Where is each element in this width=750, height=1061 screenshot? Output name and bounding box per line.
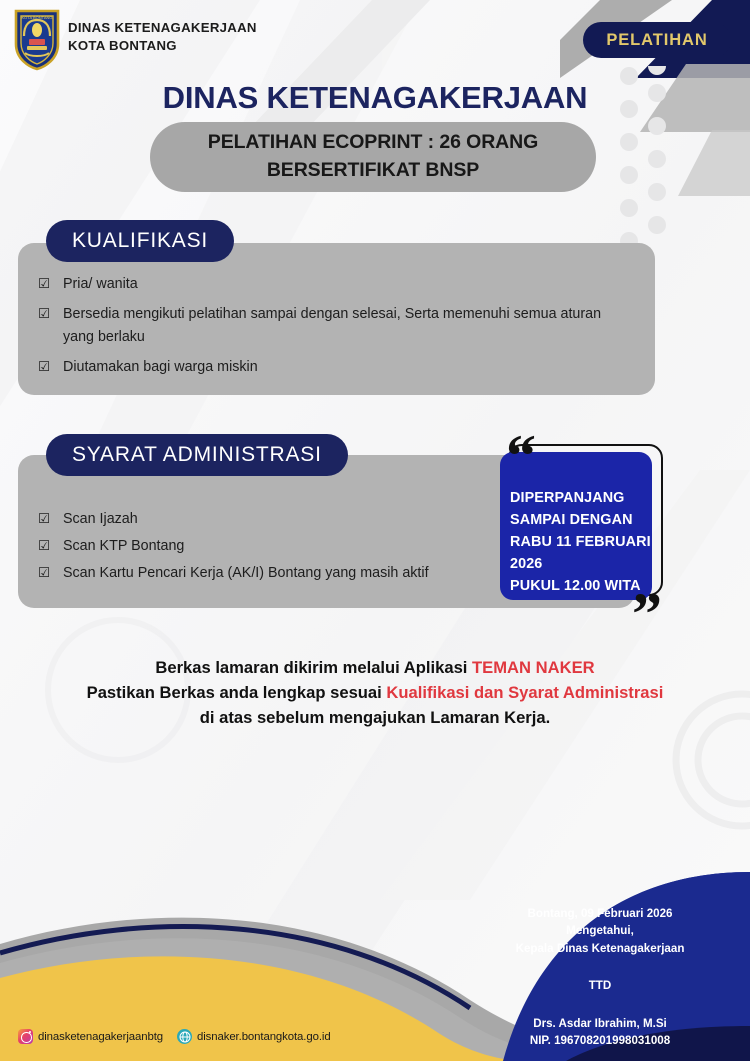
list-item-label: Scan KTP Bontang [63,538,185,555]
signature-spacer-2 [455,995,745,1015]
check-circle-icon: ☑ [38,511,51,526]
social-bar [18,1029,345,1044]
signature-block [455,905,745,1049]
section-heading-label: KUALIFIKASI [72,229,209,252]
social-website[interactable] [177,1029,331,1044]
org-line-1: DINAS KETENAGAKERJAAN [68,20,257,35]
city-emblem-icon [12,8,62,72]
instagram-handle: dinasketenagakerjaanbtg [38,1030,163,1043]
signature-place-date: Bontang, 09 Februari 2026 [527,907,673,920]
deadline-line-3: RABU 11 FEBRUARI 2026 [510,533,651,572]
list-syarat-administrasi [38,508,518,589]
page-title: DINAS KETENAGAKERJAAN [162,80,588,115]
instruction-line-2-highlight: Kualifikasi dan Syarat Administrasi [386,683,664,703]
subtitle-line-2: BERSERTIFIKAT BNSP [266,159,480,181]
list-item [38,273,628,296]
instruction-line-1 [0,655,750,680]
signature-nip: NIP. 196708201998031008 [529,1033,671,1047]
deadline-line-1: DIPERPANJANG [510,490,625,506]
check-circle-icon: ☑ [38,306,51,322]
org-line-2: KOTA BONTANG [68,38,177,54]
list-item-label: Diutamakan bagi warga miskin [63,359,258,376]
section-heading-syarat-administrasi [46,434,348,476]
instructions-block [0,655,750,731]
quote-open-icon: “ [506,423,536,489]
section-heading-kualifikasi [46,220,234,262]
instruction-line-2-text: Pastikan Berkas anda lengkap sesuai [86,683,387,703]
list-item [38,303,628,349]
instruction-line-1-highlight: TEMAN NAKER [472,658,595,677]
check-circle-icon: ☑ [38,276,51,291]
signature-ttd: TTD [588,979,612,993]
list-item-label: Bersedia mengikuti pelatihan sampai dengan selesai, Serta memenuhi semua aturan yang berlaku [63,306,602,346]
list-item-label: Scan Kartu Pencari Kerja (AK/I) Bontang yang masih aktif [63,565,429,582]
subtitle-line-1: PELATIHAN ECOPRINT : 26 ORANG [207,131,539,154]
organization-name [68,19,257,55]
deadline-quote-box [500,423,664,647]
subtitle-pill [150,122,596,192]
instruction-line-3: di atas sebelum mengajukan Lamaran Kerja. [199,708,551,728]
signature-position: Kepala Dinas Ketenagakerjaan [515,941,685,955]
badge-pelatihan [583,22,731,58]
social-instagram[interactable] [18,1029,163,1044]
deadline-line-2: SAMPAI DENGAN [510,511,633,528]
list-kualifikasi [38,273,628,387]
deadline-line-4: PUKUL 12.00 WITA [510,577,641,594]
list-item [38,562,518,585]
section-heading-label: SYARAT ADMINISTRASI [72,443,322,466]
instruction-line-2 [0,680,750,705]
badge-label: PELATIHAN [606,30,708,49]
check-circle-icon: ☑ [38,538,51,554]
svg-text:KOTA BONTANG: KOTA BONTANG [21,15,53,20]
list-item [38,508,518,531]
list-item [38,356,628,379]
signature-knowing: Mengetahui, [566,924,634,938]
check-circle-icon: ☑ [38,359,51,375]
instruction-line-1-text: Berkas lamaran dikirim melalui Aplikasi [155,658,473,677]
globe-icon [177,1029,192,1044]
list-item-label: Scan Ijazah [63,511,138,527]
list-item [38,535,518,558]
list-item-label: Pria/ wanita [63,276,138,292]
signature-spacer [455,957,745,977]
quote-close-icon: ” [632,581,662,647]
check-circle-icon: ☑ [38,565,51,581]
instagram-icon [18,1029,33,1044]
signature-name: Drs. Asdar Ibrahim, M.Si [533,1016,667,1030]
website-url: disnaker.bontangkota.go.id [197,1030,331,1043]
